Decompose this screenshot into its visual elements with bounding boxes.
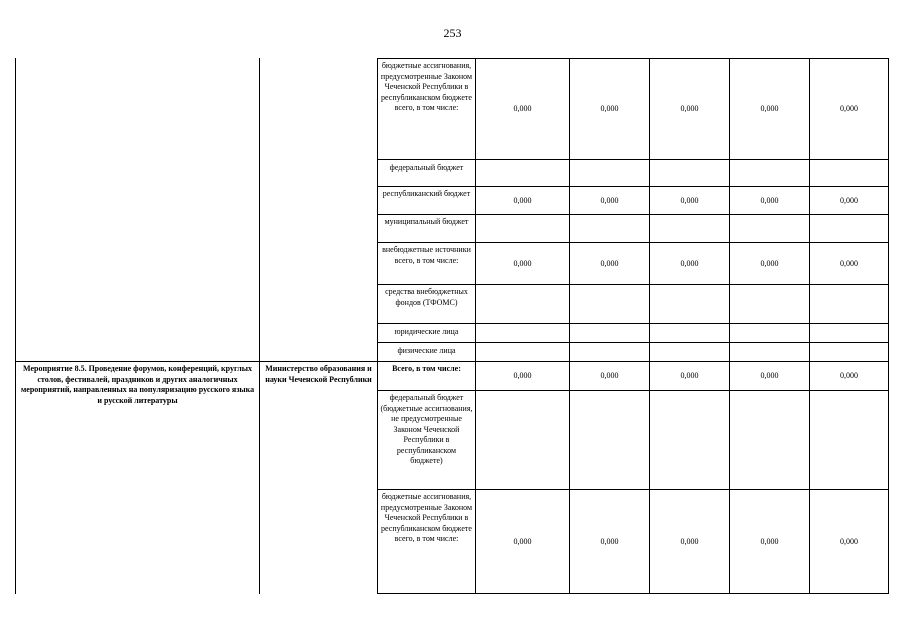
rule-row	[377, 242, 889, 243]
value-cell: 0,000	[600, 371, 619, 380]
value-cell: 0,000	[513, 104, 532, 113]
value-cell: 0,000	[513, 196, 532, 205]
measure-title: Мероприятие 8.5. Проведение форумов, конференций, круглых столов, фестивалей, праздников и других аналогичных мероприятий, направленных на популяризацию русского языка и русской литературы	[20, 364, 255, 405]
rule-col4	[475, 58, 476, 594]
value-cell: 0,000	[680, 196, 699, 205]
value-cell: 0,000	[840, 196, 858, 205]
value-cell: 0,000	[680, 371, 699, 380]
value-cell: 0,000	[600, 196, 619, 205]
source-label: внебюджетные источники всего, в том числе:	[382, 245, 471, 265]
rule-top	[377, 58, 889, 59]
rule-row	[377, 186, 889, 187]
value-cell: 0,000	[840, 371, 858, 380]
value-cell: 0,000	[513, 371, 532, 380]
value-cell: 0,000	[513, 259, 532, 268]
value-cell: 0,000	[513, 537, 532, 546]
rule-right	[888, 58, 889, 594]
source-label: федеральный бюджет	[389, 163, 464, 172]
rule-col3	[377, 58, 378, 594]
rule-row	[377, 390, 889, 391]
source-label: бюджетные ассигнования, предусмотренные Законом Чеченской Республики в республиканском бюджете всего, в том числе:	[380, 61, 473, 112]
value-cell: 0,000	[680, 537, 699, 546]
source-label: юридические лица	[394, 327, 459, 336]
source-label: физические лица	[397, 346, 456, 355]
rule-row	[377, 284, 889, 285]
rule-row	[377, 489, 889, 490]
measure-executor: Министерство образования и науки Чеченской Республики	[265, 364, 372, 384]
rule-left	[15, 58, 16, 594]
source-label: республиканский бюджет	[382, 189, 471, 198]
rule-col2	[259, 58, 260, 594]
value-cell: 0,000	[600, 104, 619, 113]
value-cell: 0,000	[760, 537, 779, 546]
rule-row	[377, 214, 889, 215]
value-cell: 0,000	[840, 259, 858, 268]
source-label-total: Всего, в том числе:	[392, 364, 461, 373]
source-label: бюджетные ассигнования, предусмотренные Законом Чеченской Республики в республиканском бюджете всего, в том числе:	[380, 492, 473, 543]
source-label: муниципальный бюджет	[384, 217, 469, 226]
rule-row	[377, 159, 889, 160]
value-cell: 0,000	[760, 259, 779, 268]
rule-row	[377, 342, 889, 343]
rule-col6	[649, 58, 650, 594]
rule-measure-separator	[15, 361, 889, 362]
page-number: 253	[443, 26, 462, 40]
value-cell: 0,000	[680, 104, 699, 113]
source-label: федеральный бюджет (бюджетные ассигнования, не предусмотренные Законом Чеченской Республики в республиканском бюджете)	[380, 393, 473, 465]
rule-col8	[809, 58, 810, 594]
value-cell: 0,000	[760, 371, 779, 380]
rule-col7	[729, 58, 730, 594]
value-cell: 0,000	[600, 537, 619, 546]
value-cell: 0,000	[840, 104, 858, 113]
value-cell: 0,000	[600, 259, 619, 268]
value-cell: 0,000	[680, 259, 699, 268]
rule-col5	[569, 58, 570, 594]
rule-row	[377, 323, 889, 324]
value-cell: 0,000	[760, 104, 779, 113]
rule-bottom	[377, 593, 889, 594]
value-cell: 0,000	[840, 537, 858, 546]
value-cell: 0,000	[760, 196, 779, 205]
source-label: средства внебюджетных фондов (ТФОМС)	[385, 287, 468, 307]
